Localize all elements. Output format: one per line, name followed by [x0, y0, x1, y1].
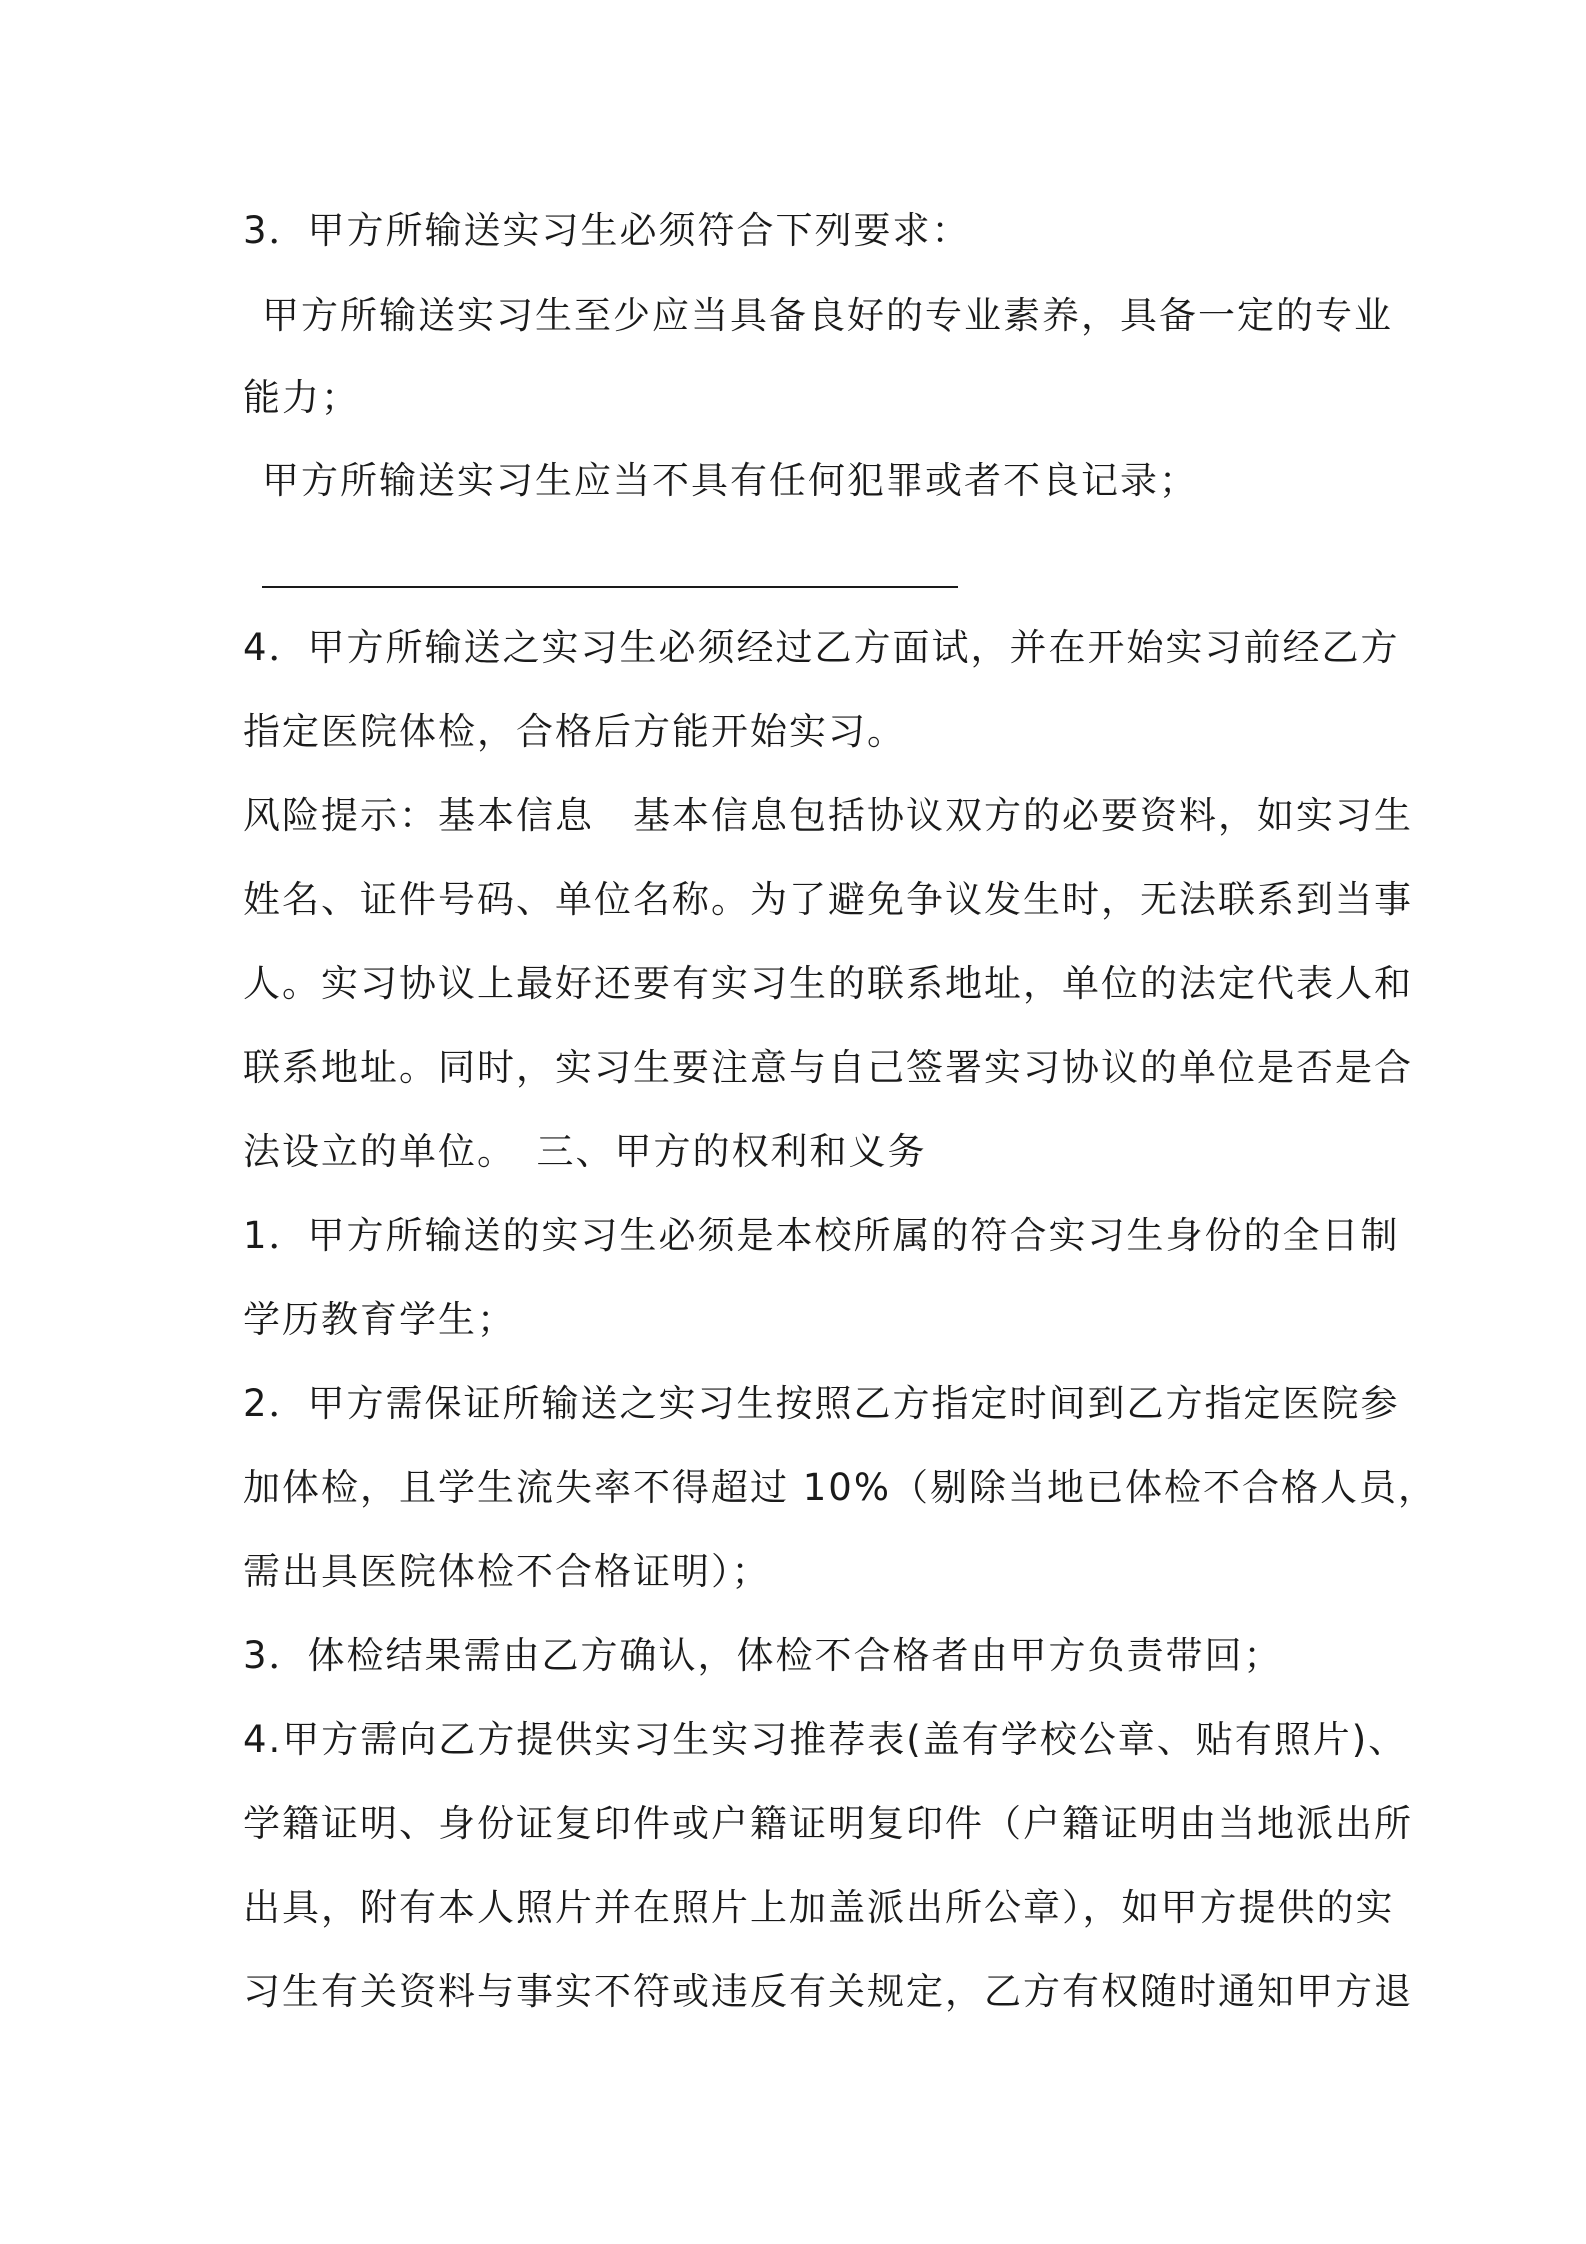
paragraph-line: 甲方所输送实习生应当不具有任何犯罪或者不良记录；	[262, 459, 1198, 502]
clause-2-line: 2．甲方需保证所输送之实习生按照乙方指定时间到乙方指定医院参	[243, 1382, 1400, 1425]
section-heading-line: 法设立的单位。 三、甲方的权利和义务	[243, 1130, 927, 1173]
paragraph-line: 人。实习协议上最好还要有实习生的联系地址，单位的法定代表人和	[243, 962, 1413, 1005]
fill-in-blank-line	[262, 586, 958, 588]
clause-4-line: 4.甲方需向乙方提供实习生实习推荐表(盖有学校公章、贴有照片)、	[243, 1718, 1408, 1761]
paragraph-line: 出具，附有本人照片并在照片上加盖派出所公章），如甲方提供的实	[243, 1886, 1395, 1929]
clause-1-line: 1．甲方所输送的实习生必须是本校所属的符合实习生身份的全日制	[243, 1214, 1400, 1257]
paragraph-line: 需出具医院体检不合格证明）；	[243, 1550, 771, 1593]
paragraph-line: 联系地址。同时，实习生要注意与自己签署实习协议的单位是否是合	[243, 1046, 1413, 1089]
paragraph-line: 指定医院体检，合格后方能开始实习。	[243, 710, 906, 753]
paragraph-line: 姓名、证件号码、单位名称。为了避免争议发生时，无法联系到当事	[243, 878, 1413, 921]
paragraph-line: 学籍证明、身份证复印件或户籍证明复印件（户籍证明由当地派出所	[243, 1802, 1413, 1845]
paragraph-line: 加体检，且学生流失率不得超过 10%（剔除当地已体检不合格人员，	[243, 1466, 1437, 1509]
clause-4-line: 4．甲方所输送之实习生必须经过乙方面试，并在开始实习前经乙方	[243, 626, 1400, 669]
risk-tip-line: 风险提示：基本信息 基本信息包括协议双方的必要资料，如实习生	[243, 794, 1413, 837]
clause-3-line: 3．体检结果需由乙方确认，体检不合格者由甲方负责带回；	[243, 1634, 1283, 1677]
paragraph-line: 习生有关资料与事实不符或违反有关规定，乙方有权随时通知甲方退	[243, 1970, 1413, 2013]
paragraph-line: 甲方所输送实习生至少应当具备良好的专业素养，具备一定的专业	[262, 294, 1393, 337]
paragraph-line: 能力；	[243, 376, 360, 419]
clause-3-heading: 3．甲方所输送实习生必须符合下列要求：	[243, 209, 971, 252]
paragraph-line: 学历教育学生；	[243, 1298, 516, 1341]
